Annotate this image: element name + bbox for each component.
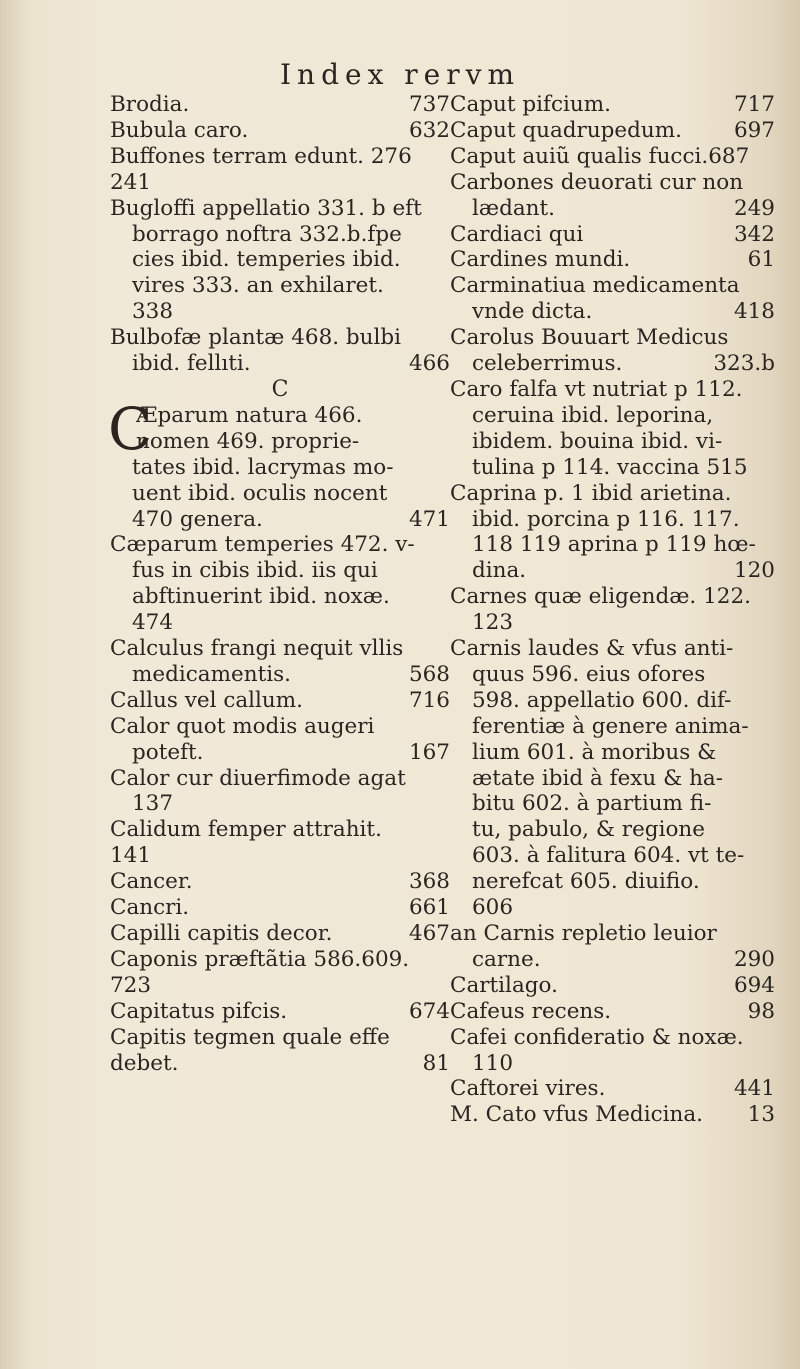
index-entry [450, 766, 775, 792]
index-entry-text: Carolus Bouuart Medicus [450, 325, 729, 351]
index-entry-text: ibidem. bouina ibid. vi- [472, 428, 723, 454]
index-entry [450, 247, 775, 273]
index-entry-text: carne. [472, 946, 541, 972]
index-entry [110, 895, 450, 921]
index-entry [450, 325, 775, 351]
index-entry [110, 740, 450, 766]
index-page-number: 674 [408, 998, 450, 1024]
index-entry-text: Capilli capitis decor. [110, 921, 333, 946]
index-entry [450, 377, 775, 403]
index-entry-text: Caput quadrupedum. [450, 117, 682, 143]
index-entry [450, 791, 775, 817]
index-entry [110, 247, 450, 273]
index-entry [110, 973, 450, 999]
index-entry-text: ceruina ibid. leporina, [472, 402, 714, 428]
index-entry [450, 273, 775, 299]
index-entry [450, 351, 775, 377]
index-entry [110, 766, 450, 792]
index-page-number: 81 [422, 1050, 450, 1076]
index-entry [110, 947, 450, 973]
index-entry [110, 791, 450, 817]
index-page-number: 98 [747, 998, 775, 1024]
index-entry-text: Caprina p. 1 ibid arietina. [450, 480, 732, 506]
index-entry [450, 895, 775, 921]
index-entry [450, 610, 775, 636]
index-page-number: 661 [408, 895, 450, 921]
index-entry [450, 1025, 775, 1051]
index-entry [110, 1025, 450, 1051]
index-page-number: 418 [733, 299, 775, 325]
index-entry [110, 1051, 450, 1077]
index-entry-text: ibid. fellıti. [132, 351, 251, 377]
index-entry-text: Caput auiũ qualis fucci.687 [450, 143, 750, 169]
index-entry [110, 636, 450, 662]
index-entry-text: Bubula caro. [110, 117, 249, 143]
index-entry-text: Caro falfa vt nutriat p 112. [450, 376, 743, 402]
index-entry [110, 455, 450, 481]
index-entry-text: 338 [132, 299, 174, 325]
index-entry [450, 973, 775, 999]
index-entry-text: dina. [472, 558, 527, 584]
index-entry-text: 110 [472, 1050, 514, 1076]
index-entry [450, 817, 775, 843]
index-entry-text: Cardiaci qui [450, 221, 584, 247]
index-entry-text: tu, pabulo, & regione [472, 817, 705, 843]
index-page-number: 716 [408, 687, 450, 713]
index-entry-text: ferentiæ à genere anima- [472, 713, 749, 739]
index-entry-text: ibid. porcina p 116. 117. [472, 506, 740, 532]
index-entry [110, 843, 450, 869]
index-page-number: 694 [733, 972, 775, 998]
index-entry-text: Cancer. [110, 869, 193, 895]
running-header: Index rervm [280, 58, 520, 91]
index-entry-text: Æparum natura 466. [136, 402, 363, 428]
index-entry-text: abftinuerint ibid. noxæ. [132, 584, 390, 610]
index-page-number: 467 [408, 921, 450, 946]
index-entry-text: Cancri. [110, 895, 190, 921]
index-entry [110, 351, 450, 377]
index-entry [450, 1076, 775, 1102]
index-entry-text: Cartilago. [450, 972, 558, 998]
index-entry [110, 558, 450, 584]
index-entry-text: 123 [472, 610, 514, 636]
index-entry [450, 196, 775, 222]
index-entry [110, 144, 450, 170]
index-entry-text: quus 596. eius ofores [472, 661, 706, 687]
index-entry-text: Caponis præftãtia 586.609. [110, 946, 410, 972]
index-entry-text: 723 [110, 972, 152, 998]
index-entry-text: Cafeus recens. [450, 998, 612, 1024]
index-entry [110, 170, 450, 196]
index-entry [450, 455, 775, 481]
index-entry [110, 714, 450, 740]
index-entry-text: 470 genera. [132, 506, 263, 532]
index-entry-text: Calor cur diuerfimode agat [110, 765, 406, 791]
index-entry [110, 532, 450, 558]
index-entry [110, 273, 450, 299]
index-entry [110, 869, 450, 895]
index-entry [450, 507, 775, 533]
index-entry-text: lium 601. à moribus & [472, 739, 717, 765]
index-page-number: 167 [408, 739, 450, 765]
index-entry [450, 947, 775, 973]
index-entry [110, 196, 450, 222]
index-entry-text: 137 [132, 791, 174, 817]
index-entry [110, 817, 450, 843]
index-entry-text: 598. appellatio 600. dif- [472, 687, 732, 713]
index-entry-text: lædant. [472, 195, 555, 221]
index-entry [450, 584, 775, 610]
index-page-number: 466 [408, 351, 450, 377]
index-entry [110, 377, 450, 403]
index-entry-text: Capitis tegmen quale effe [110, 1024, 390, 1050]
drop-cap-letter: C [108, 394, 153, 463]
index-entry [450, 558, 775, 584]
index-entry-text: Carnes quæ eligendæ. 122. [450, 584, 751, 610]
index-entry [450, 299, 775, 325]
index-entry-text: Bulbofæ plantæ 468. bulbi [110, 325, 402, 351]
index-entry [450, 921, 775, 947]
index-entry [450, 843, 775, 869]
index-entry [450, 714, 775, 740]
index-page-number: 323.b [713, 351, 775, 377]
index-entry-text: Buffones terram edunt. 276 [110, 143, 412, 169]
index-entry [110, 481, 450, 507]
index-entry-text: an Carnis repletio leuior [450, 921, 717, 946]
index-entry-text: uent ibid. oculis nocent [132, 480, 388, 506]
index-entry-text: Cardines mundi. [450, 247, 631, 273]
index-entry [450, 688, 775, 714]
index-entry [450, 740, 775, 766]
index-entry-text: debet. [110, 1050, 179, 1076]
index-entry [110, 610, 450, 636]
index-entry-text: Cæparum temperies 472. v- [110, 532, 415, 558]
index-entry-text: celeberrimus. [472, 351, 623, 377]
index-entry [110, 222, 450, 248]
index-entry [450, 532, 775, 558]
index-entry-text: Bugloffi appellatio 331. b eft [110, 195, 422, 221]
index-entry [110, 507, 450, 533]
index-page-number: 717 [733, 92, 775, 117]
index-entry-text: Calculus frangi nequit vllis [110, 636, 404, 662]
index-page-number: 342 [733, 221, 775, 247]
index-page-number: 737 [408, 92, 450, 117]
index-entry [110, 662, 450, 688]
index-entry-text: fus in cibis ibid. iis qui [132, 558, 378, 584]
index-entry [110, 921, 450, 947]
index-page-number: 249 [733, 195, 775, 221]
index-entry-text: nomen 469. proprie- [136, 428, 360, 454]
index-page-number: 368 [408, 869, 450, 895]
right-index-column [450, 92, 775, 1128]
index-entry [110, 325, 450, 351]
index-entry-text: 241 [110, 169, 152, 195]
index-entry-text: ætate ibid à fexu & ha- [472, 765, 724, 791]
index-entry-text: Caftorei vires. [450, 1076, 606, 1102]
index-entry [450, 403, 775, 429]
index-entry [450, 1102, 775, 1128]
index-entry [450, 481, 775, 507]
index-entry [110, 584, 450, 610]
index-entry [450, 144, 775, 170]
index-entry-text: C [271, 376, 289, 402]
index-entry-text: M. Cato vfus Medicina. [450, 1102, 703, 1128]
index-entry-text: Cafei confideratio & noxæ. [450, 1024, 744, 1050]
index-entry-text: 606 [472, 895, 514, 921]
index-entry-text: cies ibid. temperies ibid. [132, 247, 401, 273]
index-entry-text: 474 [132, 610, 174, 636]
index-entry-text: Carnis laudes & vfus anti- [450, 636, 734, 662]
index-page-number: 697 [733, 117, 775, 143]
index-page-number: 441 [733, 1076, 775, 1102]
index-entry-text: Carminatiua medicamenta [450, 273, 740, 299]
index-entry-text: vnde dicta. [472, 299, 593, 325]
index-entry [110, 92, 450, 118]
index-entry [450, 999, 775, 1025]
index-page-number: 61 [747, 247, 775, 273]
index-entry-text: Capitatus pifcis. [110, 998, 288, 1024]
index-entry [450, 170, 775, 196]
index-entry-text: vires 333. an exhilaret. [132, 273, 384, 299]
left-index-column [110, 92, 450, 1076]
index-page-number: 120 [733, 558, 775, 584]
index-entry [450, 869, 775, 895]
index-entry-text: Brodia. [110, 92, 190, 117]
index-entry-text: 141 [110, 843, 152, 869]
index-entry [110, 688, 450, 714]
index-entry [450, 92, 775, 118]
index-entry [110, 118, 450, 144]
index-entry-text: Calidum femper attrahit. [110, 817, 382, 843]
index-entry [450, 1051, 775, 1077]
index-entry-text: tates ibid. lacrymas mo- [132, 454, 394, 480]
index-entry-text: poteft. [132, 739, 204, 765]
index-entry-text: medicamentis. [132, 661, 291, 687]
index-entry-text: 118 119 aprina p 119 hœ- [472, 532, 756, 558]
index-entry-text: Carbones deuorati cur non [450, 169, 744, 195]
index-entry-text: bitu 602. à partium fi- [472, 791, 712, 817]
index-entry-text: Calor quot modis augeri [110, 713, 375, 739]
index-entry-text: 603. à falitura 604. vt te- [472, 843, 745, 869]
index-entry-text: tulina p 114. vaccina 515 [472, 454, 748, 480]
index-entry [110, 999, 450, 1025]
index-entry [450, 118, 775, 144]
index-entry [110, 429, 450, 455]
index-entry [450, 429, 775, 455]
index-entry [110, 299, 450, 325]
index-entry [450, 662, 775, 688]
index-page-number: 568 [408, 661, 450, 687]
index-entry-text: Caput pifcium. [450, 92, 611, 117]
index-page-number: 290 [733, 946, 775, 972]
index-page-number: 632 [408, 117, 450, 143]
index-page-number: 13 [747, 1102, 775, 1128]
index-entry [450, 636, 775, 662]
index-entry-text: Callus vel callum. [110, 687, 303, 713]
index-entry [450, 222, 775, 248]
index-page-number: 471 [408, 506, 450, 532]
index-entry-text: nerefcat 605. diuifio. [472, 869, 700, 895]
index-entry-text: borrago noftra 332.b.fpe [132, 221, 402, 247]
